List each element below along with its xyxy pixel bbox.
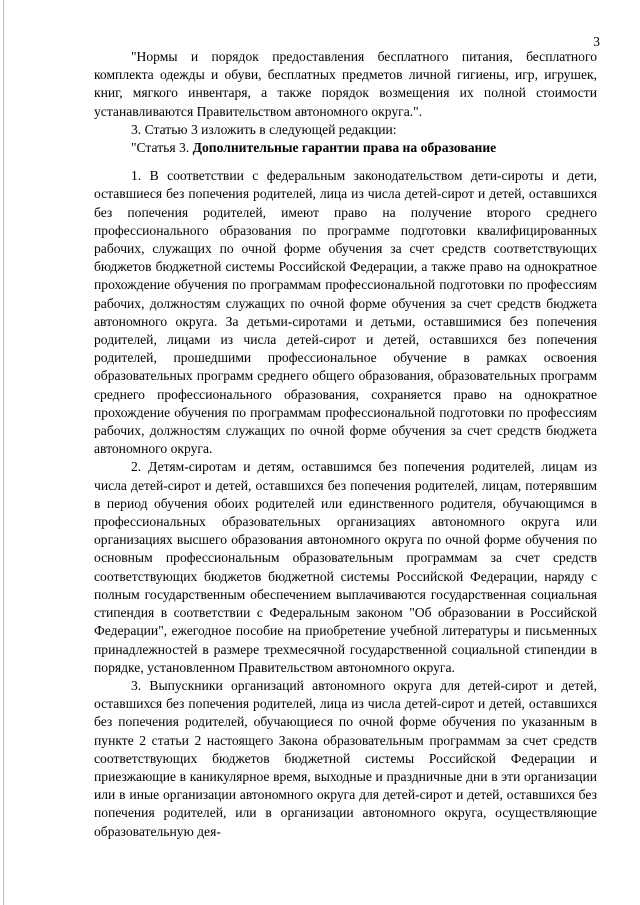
body-paragraph-1: 1. В соответствии с федеральным законодательством дети-сироты и дети, оставшиеся без попечения родителей, лица из числа детей-сирот и детей, оставшихся без попечения родителей, имеют право на получение второго среднего профессионального образования по программе подготовки квалифицированных рабочих, служащих по очной форме обучения за счет средств соответствующих бюджетов бюджетной системы Российской Федерации, а также право на однократное прохождение обучения по программам профессиональной подготовки по профессиям рабочих, должностям служащих по очной форме обучения за счет средств бюджета автономного округа. За детьми-сиротами и детьми, оставшимися без попечения родителей, лицами из числа детей-сирот и детей, оставшихся без попечения родителей, прошедшими профессиональное обучение в рамках освоения образовательных программ среднего общего образования, образовательных программ среднего профессионального образования, сохраняется право на однократное прохождение обучения по программам профессиональной подготовки по профессиям рабочих, должностям служащих по очной форме обучения за счет средств бюджета автономного округа. [94, 168, 597, 457]
page-edge [3, 0, 4, 905]
body-paragraph-2: 2. Детям-сиротам и детям, оставшимся без попечения родителей, лицам из числа детей-сирот и детей, оставшихся без попечения родителей, лицам, потерявшим в период обучения обоих родителей или единственного родителя, обучающимся в профессиональных образовательных организациях автономного округа или организациях высшего образования автономного округа по очной форме обучения по основным профессиональным образовательным программам за счет средств соответствующих бюджетов бюджетной системы Российской Федерации, наряду с полным государственным обеспечением выплачиваются государственная социальная стипендия в соответствии с Федеральным законом "Об образовании в Российской Федерации", ежегодное пособие на приобретение учебной литературы и письменных принадлежностей в размере трехмесячной государственной социальной стипендии в порядке, установленном Правительством автономного округа. [94, 459, 597, 675]
article-title-prefix: "Статья 3. [131, 140, 193, 156]
quoted-paragraph: "Нормы и порядок предоставления бесплатного питания, бесплатного комплекта одежды и обуви, бесплатных предметов личной гигиены, игр, игрушек, книг, мягкого инвентаря, а также порядок возмещения их полной стоимости устанавливаются Правительством автономного округа.". [94, 49, 597, 119]
article-title [94, 139, 597, 157]
body-paragraph-3: 3. Выпускники организаций автономного округа для детей-сирот и детей, оставшихся без попечения родителей, лица из числа детей-сирот и детей, оставшихся без попечения родителей, обучающиеся по очной форме обучения по указанным в пункте 2 статьи 2 настоящего Закона образовательным программам за счет средств соответствующих бюджетов бюджетной системы Российской Федерации и приезжающие в каникулярное время, выходные и праздничные дни в эти организации или в иные организации автономного округа для детей-сирот и детей, оставшихся без попечения родителей, или в организации автономного округа, осуществляющие образовательную дея- [94, 677, 597, 839]
article-title-bold: Дополнительные гарантии права на образование [192, 140, 497, 156]
page-number: 3 [593, 34, 600, 49]
amendment-instruction: 3. Статью 3 изложить в следующей редакции: [131, 121, 397, 137]
document-body [94, 48, 597, 841]
